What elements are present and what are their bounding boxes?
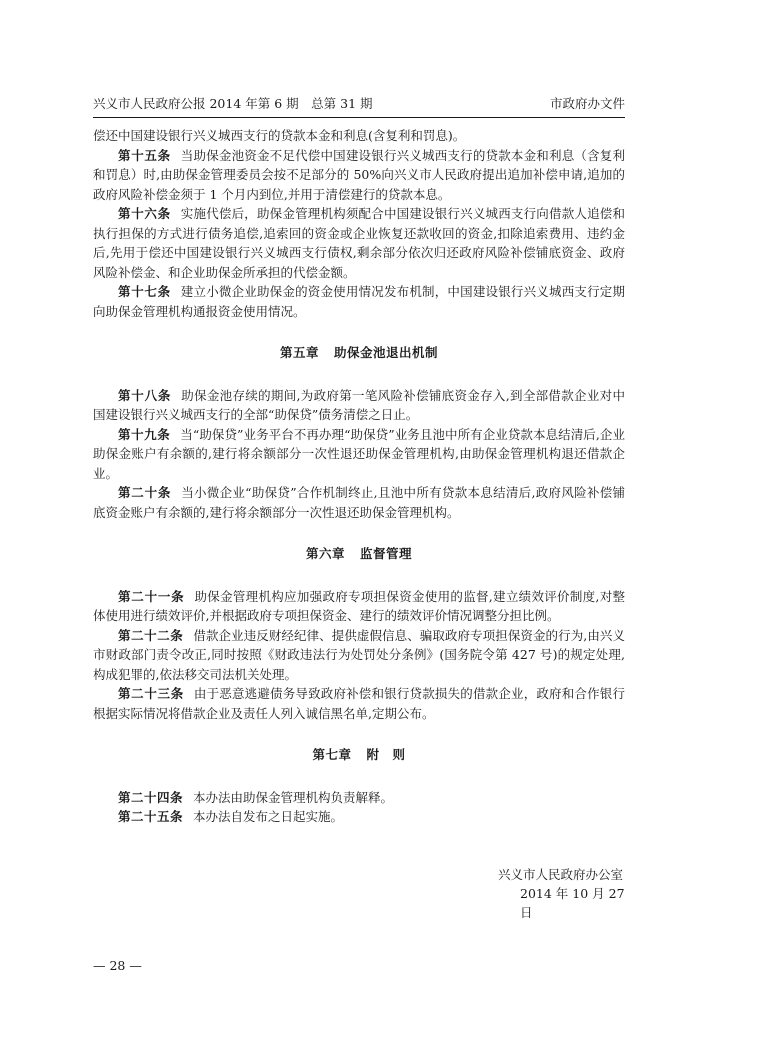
- issue-date: 2014 年 10 月 27 日: [520, 886, 625, 920]
- article-text: 建立小微企业助保金的资金使用情况发布机制，中国建设银行兴义城西支行定期向助保金管理机构通报资金使用情况。: [93, 284, 625, 319]
- article-text: 本办法自发布之日起实施。: [193, 809, 344, 824]
- chapter-5-heading: [93, 343, 625, 363]
- page-number: — 28 —: [93, 958, 142, 973]
- article-text: 本办法由助保金管理机构负责解释。: [193, 789, 394, 805]
- header-divider: [93, 117, 625, 118]
- article-label: 第十六条: [118, 206, 171, 221]
- article-text: 当助保金池资金不足代偿中国建设银行兴义城西支行的贷款本金和利息（含复利和罚息）时,由助保金管理委员会按不足部分的 50%向兴义市人民政府提出追加补偿申请,追加的政府风险补偿金须于 1 个月内到位,并用于清偿建行的贷款本息。: [93, 147, 625, 202]
- header-section: 市政府办文件: [549, 96, 625, 111]
- article-label: 第二十三条: [118, 686, 184, 701]
- chapter-title: 附 则: [366, 747, 406, 762]
- article-23: [93, 684, 625, 723]
- chapter-6-heading: [93, 544, 625, 564]
- article-18: [93, 386, 625, 425]
- article-17: [93, 282, 625, 321]
- article-text: 助保金管理机构应加强政府专项担保资金使用的监督,建立绩效评价制度,对整体使用进行绩效评价,并根据政府专项担保资金、建行的绩效评价情况调整分担比例。: [93, 588, 625, 623]
- article-20: [93, 483, 625, 522]
- article-text: 借款企业违反财经纪律、提供虚假信息、骗取政府专项担保资金的行为,由兴义市财政部门责令改正,同时按照《财政违法行为处罚处分条例》(国务院令第 427 号)的规定处理,构成犯罪的,依法移交司法机关处理。: [93, 627, 625, 682]
- chapter-title: 助保金池退出机制: [334, 345, 439, 360]
- article-label: 第十八条: [118, 387, 172, 403]
- article-label: 第十七条: [118, 284, 171, 299]
- article-text: 当“助保贷”业务平台不再办理“助保贷”业务且池中所有企业贷款本息结清后,企业助保金账户有余额的,建行将余额部分一次性退还助保金管理机构,由助保金管理机构退还借款企业。: [93, 426, 625, 481]
- signature-block: [480, 865, 640, 922]
- article-label: 第二十条: [118, 485, 172, 500]
- article-25: [93, 807, 625, 827]
- article-label: 第二十二条: [118, 627, 184, 643]
- document-body: [93, 126, 625, 827]
- article-21: [93, 587, 625, 626]
- article-label: 第十九条: [118, 426, 171, 442]
- article-label: 第二十五条: [118, 809, 184, 824]
- header-publication: 兴义市人民政府公报 2014 年第 6 期 总第 31 期: [93, 96, 373, 111]
- article-text: 助保金池存续的期间,为政府第一笔风险补偿铺底资金存入,到全部借款企业对中国建设银行兴义城西支行的全部“助保贷”债务清偿之日止。: [93, 387, 625, 422]
- article-text: 当小微企业“助保贷”合作机制终止,且池中所有贷款本息结清后,政府风险补偿铺底资金账户有余额的,建行将余额部分一次性退还助保金管理机构。: [93, 485, 625, 520]
- issuing-office: 兴义市人民政府办公室: [498, 867, 624, 882]
- chapter-7-heading: [93, 745, 625, 765]
- chapter-number: 第五章: [279, 345, 319, 360]
- article-24: [93, 788, 625, 808]
- article-text: 实施代偿后，助保金管理机构须配合中国建设银行兴义城西支行向借款人追偿和执行担保的方式进行债务追偿,追索回的资金或企业恢复还款收回的资金,扣除追索费用、违约金后,先用于偿还中国建设银行兴义城西支行债权,剩余部分依次归还政府风险补偿铺底资金、政府风险补偿金、和企业助保金所承担的代偿金额。: [93, 206, 625, 280]
- article-16: [93, 204, 625, 282]
- chapter-title: 监督管理: [360, 546, 413, 561]
- article-label: 第十五条: [118, 147, 171, 163]
- running-header: [93, 96, 625, 112]
- chapter-number: 第六章: [305, 546, 345, 561]
- article-19: [93, 425, 625, 484]
- paragraph-continuation: 偿还中国建设银行兴义城西支行的贷款本金和利息(含复利和罚息)。: [93, 128, 466, 143]
- article-label: 第二十四条: [118, 789, 184, 805]
- article-text: 由于恶意逃避债务导致政府补偿和银行贷款损失的借款企业，政府和合作银行根据实际情况将借款企业及责任人列入诚信黑名单,定期公布。: [93, 686, 625, 721]
- chapter-number: 第七章: [312, 747, 352, 762]
- article-label: 第二十一条: [118, 588, 185, 604]
- article-15: [93, 146, 625, 205]
- article-22: [93, 626, 625, 685]
